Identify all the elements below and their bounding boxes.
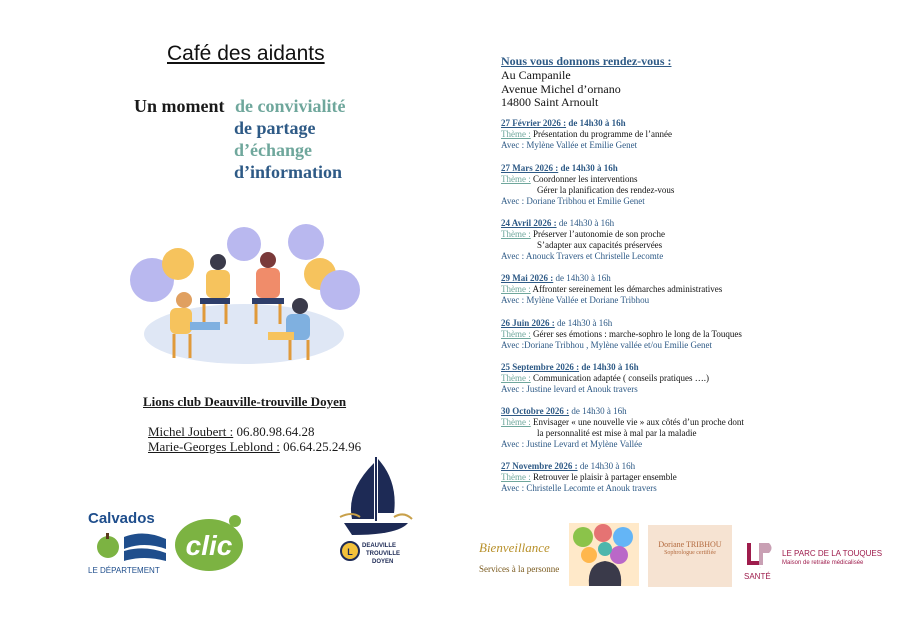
event-theme <box>501 129 672 140</box>
lions-club-logo <box>338 451 414 569</box>
rendezvous-heading: Nous vous donnons rendez-vous : <box>501 54 672 68</box>
event-theme <box>501 329 742 340</box>
parc-touques-logo <box>745 539 775 569</box>
theme-text: Préserver l’autonomie de son proche <box>533 229 665 239</box>
calvados-logo-sub: LE DÉPARTEMENT <box>88 566 160 575</box>
event-theme <box>501 229 665 240</box>
lions-logo-text: DOYEN <box>372 559 394 565</box>
theme-label: Thème : <box>501 129 531 139</box>
slogan-lead: Un moment <box>134 96 225 116</box>
event-date-label: 30 Octobre 2026 : <box>501 406 570 416</box>
theme-text: Gérer ses émotions : marche-sophro le long de la Touques <box>533 329 742 339</box>
slogan-line-3: d’échange <box>234 140 312 160</box>
event-item <box>501 406 744 450</box>
event-date-label: 24 Avril 2026 : <box>501 218 557 228</box>
event-date <box>501 318 742 329</box>
clic-logo <box>173 513 245 573</box>
bienveillance-subtitle: Services à la personne <box>479 564 560 574</box>
event-item <box>501 318 742 351</box>
address-line: Avenue Michel d’ornano <box>501 82 621 96</box>
calvados-logo-text: Calvados <box>88 510 155 527</box>
sophrologist-name: Doriane TRIBHOU <box>658 540 722 549</box>
event-date-label: 27 Novembre 2026 : <box>501 461 578 471</box>
event-item <box>501 218 665 262</box>
theme-label: Thème : <box>501 373 531 383</box>
event-date <box>501 461 677 472</box>
event-date-label: 25 Septembre 2026 : <box>501 362 580 372</box>
lions-logo-text: TROUVILLE <box>366 551 400 557</box>
parc-mark-text: LP <box>759 568 761 569</box>
event-item <box>501 273 722 306</box>
theme-label: Thème : <box>501 417 531 427</box>
parc-name: LE PARC DE LA TOUQUES <box>782 549 883 558</box>
event-theme <box>501 428 744 439</box>
event-time: de 14h30 à 16h <box>579 362 639 372</box>
contact-phone: 06.64.25.24.96 <box>279 439 362 454</box>
theme-label: Thème : <box>501 329 531 339</box>
event-date-label: 29 Mai 2026 : <box>501 273 554 283</box>
event-theme <box>501 417 744 428</box>
sophrologist-card <box>648 525 732 587</box>
event-date <box>501 118 672 129</box>
theme-text: S’adapter aux capacités préservées <box>537 240 663 250</box>
parc-subtitle: Maison de retraite médicalisée <box>782 560 864 566</box>
slogan <box>134 95 364 185</box>
event-item <box>501 461 677 494</box>
group-discussion-illustration <box>124 222 364 370</box>
event-theme <box>501 373 709 384</box>
page-title: Café des aidants <box>167 42 325 65</box>
contact-name: Michel Joubert : <box>148 424 234 439</box>
event-speakers: Avec : Mylène Vallée et Emilie Genet <box>501 140 638 150</box>
sophrologist-title: Sophrologue certifiée <box>664 550 716 556</box>
clic-logo-text: clic <box>185 530 233 561</box>
event-date <box>501 218 665 229</box>
address-line: 14800 Saint Arnoult <box>501 95 599 109</box>
event-time: de 14h30 à 16h <box>556 218 615 228</box>
event-theme <box>501 174 674 185</box>
theme-label: Thème : <box>501 229 531 239</box>
event-date-label: 26 Juin 2026 : <box>501 318 555 328</box>
theme-text: Envisager « une nouvelle vie » aux côtés d’un proche dont <box>533 417 744 427</box>
event-theme <box>501 240 665 251</box>
contact-name: Marie-Georges Leblond : <box>148 439 280 454</box>
contact-line <box>148 424 314 440</box>
event-speakers: Avec : Christelle Lecomte et Anouk travers <box>501 483 657 493</box>
event-time: de 14h30 à 16h <box>554 318 613 328</box>
event-date <box>501 273 722 284</box>
contact-phone: 06.80.98.64.28 <box>233 424 315 439</box>
contact-line <box>148 439 361 455</box>
event-time: de 14h30 à 16h <box>569 406 627 416</box>
event-item <box>501 362 709 395</box>
event-speakers: Avec : Doriane Tribhou et Emilie Genet <box>501 196 645 206</box>
slogan-line-1: de convivialité <box>235 96 346 116</box>
theme-text: Retrouver le plaisir à partager ensemble <box>533 472 677 482</box>
slogan-line-2: de partage <box>234 118 316 138</box>
theme-text: Coordonner les interventions <box>533 174 638 184</box>
bienveillance-logo: Bienveillance <box>479 540 550 555</box>
theme-text: Communication adaptée ( conseils pratiques ….) <box>533 373 709 383</box>
event-speakers: Avec : Justine levard et Anouk travers <box>501 384 638 394</box>
address-line: Au Campanile <box>501 68 571 82</box>
event-item <box>501 118 672 151</box>
theme-text: Affronter sereinement les démarches administratives <box>532 284 723 294</box>
event-date-label: 27 Février 2026 : <box>501 118 567 128</box>
slogan-line-4: d’information <box>234 162 342 182</box>
theme-label: Thème : <box>501 174 531 184</box>
event-theme <box>501 284 722 295</box>
calvados-logo <box>88 509 168 575</box>
theme-text: Présentation du programme de l’année <box>533 129 672 139</box>
theme-label: Thème : <box>501 284 531 294</box>
theme-text: la personnalité est mise à mal par la maladie <box>537 428 697 438</box>
lions-badge-text: L <box>347 547 353 557</box>
event-theme <box>501 472 677 483</box>
event-speakers: Avec :Doriane Tribhou , Mylène vallée et/ou Emilie Genet <box>501 340 713 350</box>
event-date-label: 27 Mars 2026 : <box>501 163 559 173</box>
event-speakers: Avec : Justine Levard et Mylène Vallée <box>501 439 643 449</box>
event-date <box>501 406 744 417</box>
theme-label: Thème : <box>501 472 531 482</box>
event-date <box>501 362 709 373</box>
event-date <box>501 163 674 174</box>
lions-logo-text: DEAUVILLE <box>362 543 397 549</box>
event-speakers: Avec : Mylène Vallée et Doriane Tribhou <box>501 295 650 305</box>
event-time: de 14h30 à 16h <box>566 118 626 128</box>
theme-text: Gérer la planification des rendez-vous <box>537 185 675 195</box>
parc-sante-label: SANTÉ <box>744 572 771 581</box>
event-time: de 14h30 à 16h <box>577 461 636 471</box>
event-time: de 14h30 à 16h <box>553 273 611 283</box>
sophrology-illustration <box>569 523 639 586</box>
organizer-name: Lions club Deauville-trouville Doyen <box>143 394 347 409</box>
event-time: de 14h30 à 16h <box>558 163 618 173</box>
event-item <box>501 163 674 207</box>
event-theme <box>501 185 674 196</box>
event-speakers: Avec : Anouck Travers et Christelle Lecomte <box>501 251 664 261</box>
